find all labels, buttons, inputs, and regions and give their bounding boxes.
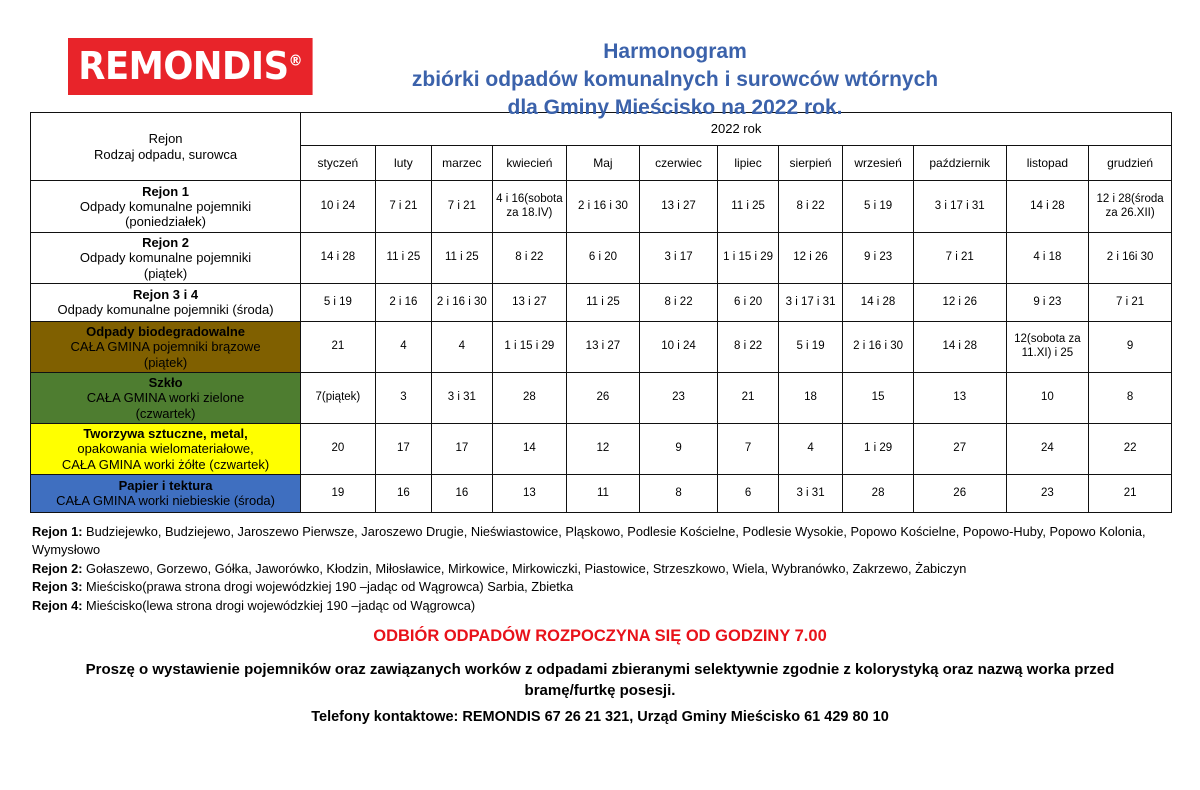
month-header-pazdziernik: październik [913, 146, 1006, 181]
cell-value: 23 [639, 372, 718, 423]
cell-value: 13 [492, 474, 567, 512]
month-header-lipiec: lipiec [718, 146, 778, 181]
cell-value: 12 [567, 423, 640, 474]
cell-value: 8 [639, 474, 718, 512]
cell-value: 13 i 27 [492, 283, 567, 321]
region-descriptions [0, 513, 1200, 615]
cell-value: 12 i 26 [913, 283, 1006, 321]
cell-value: 22 [1089, 423, 1172, 474]
cell-value: 19 [301, 474, 376, 512]
month-header-luty: luty [375, 146, 431, 181]
row-label-odpady-biodegradowalne [31, 321, 301, 372]
cell-value: 1 i 15 i 29 [718, 233, 778, 284]
cell-value: 4 [432, 321, 492, 372]
cell-value: 9 i 23 [843, 233, 914, 284]
row-label-rejon-1 [31, 181, 301, 233]
cell-value: 11 i 25 [375, 233, 431, 284]
row-label-line-3: (czwartek) [135, 405, 196, 421]
row-label-line-2: CAŁA GMINA worki zielone [86, 390, 245, 406]
cell-value: 8 i 22 [778, 181, 843, 233]
cell-value: 17 [432, 423, 492, 474]
region-line-1 [32, 523, 1174, 560]
cell-value: 10 i 24 [301, 181, 376, 233]
row-label-line-2: Odpady komunalne pojemniki [79, 198, 252, 214]
cell-value: 14 i 28 [1006, 181, 1089, 233]
page-footer [0, 615, 1200, 725]
cell-value: 14 i 28 [913, 321, 1006, 372]
cell-value: 8 i 22 [492, 233, 567, 284]
cell-value: 5 i 19 [301, 283, 376, 321]
logo-text: REMONDIS [78, 44, 289, 88]
cell-value: 3 [375, 372, 431, 423]
cell-value: 2 i 16 i 30 [432, 283, 492, 321]
region-text-1: Budziejewko, Budziejewo, Jaroszewo Pierwsze, Jaroszewo Drugie, Nieświastowice, Pląskowo, Podlesie Kościelne, Podlesie Wysokie, Popowo Kościelne, Popowo-Huby, Popowo Kolonia, Wymysłowo [32, 523, 1146, 558]
row-label-line-1: Rejon 3 i 4 [133, 287, 199, 303]
row-label-line-3: CAŁA GMINA worki żółte (czwartek) [61, 456, 270, 472]
cell-value: 13 i 27 [639, 181, 718, 233]
cell-value: 9 [639, 423, 718, 474]
cell-value: 11 i 25 [432, 233, 492, 284]
region-text-2: Gołaszewo, Gorzewo, Gółka, Jaworówko, Kłodzin, Miłosławice, Mirkowice, Mirkowiczki, Piastowice, Strzeszkowo, Wiela, Wybranówko, Zakrzewo, Żabiczyn [82, 560, 967, 576]
table-corner-header [31, 113, 301, 181]
cell-value: 16 [432, 474, 492, 512]
table-row [31, 321, 1172, 372]
cell-value: 2 i 16i 30 [1089, 233, 1172, 284]
row-label-line-1: Rejon 1 [142, 183, 190, 199]
cell-value: 4 i 16(sobota za 18.IV) [492, 181, 567, 233]
cell-value: 23 [1006, 474, 1089, 512]
row-label-line-2: Odpady komunalne pojemniki [79, 250, 252, 266]
cell-value: 21 [1089, 474, 1172, 512]
schedule-table-container [0, 112, 1200, 513]
cell-value: 12 i 26 [778, 233, 843, 284]
cell-value: 12 i 28(środa za 26.XII) [1089, 181, 1172, 233]
cell-value: 4 i 18 [1006, 233, 1089, 284]
cell-value: 4 [375, 321, 431, 372]
cell-value: 16 [375, 474, 431, 512]
cell-value: 7(piątek) [301, 372, 376, 423]
cell-value: 17 [375, 423, 431, 474]
row-label-line-3: (poniedziałek) [125, 214, 207, 230]
region-text-4: Mieścisko(lewa strona drogi wojewódzkiej 190 –jadąc od Wągrowca) [82, 597, 476, 613]
cell-value: 20 [301, 423, 376, 474]
table-row [31, 181, 1172, 233]
cell-value: 3 i 31 [432, 372, 492, 423]
page-title [330, 38, 1200, 122]
region-name-4: Rejon 4: [32, 597, 83, 613]
cell-value: 5 i 19 [778, 321, 843, 372]
title-line-1: Harmonogram [603, 40, 747, 63]
cell-value: 14 i 28 [301, 233, 376, 284]
row-label-line-1: Odpady biodegradowalne [86, 323, 245, 339]
page-header [0, 0, 1200, 119]
cell-value: 10 i 24 [639, 321, 718, 372]
region-name-1: Rejon 1: [32, 523, 83, 539]
row-label-line-1: Rejon 2 [142, 235, 190, 250]
row-label-line-1: Szkło [148, 374, 183, 390]
corner-header-line-1: Rejon [148, 131, 183, 147]
cell-value: 6 i 20 [718, 283, 778, 321]
pickup-time-notice: ODBIÓR ODPADÓW ROZPOCZYNA SIĘ OD GODZINY 7.00 [373, 627, 827, 646]
row-label-line-1: Papier i tektura [118, 478, 213, 494]
cell-value: 8 [1089, 372, 1172, 423]
cell-value: 11 i 25 [718, 181, 778, 233]
row-label-line-2: CAŁA GMINA worki niebieskie (środa) [56, 493, 275, 509]
row-label-line-3: (piątek) [143, 265, 188, 281]
cell-value: 11 i 25 [567, 283, 640, 321]
table-row [31, 372, 1172, 423]
cell-value: 8 i 22 [718, 321, 778, 372]
region-text-3: Mieścisko(prawa strona drogi wojewódzkiej 190 –jadąc od Wągrowca) Sarbia, Zbietka [82, 579, 574, 595]
month-header-kwiecien: kwiecień [492, 146, 567, 181]
row-label-papier-i-tektura [31, 474, 301, 512]
cell-value: 10 [1006, 372, 1089, 423]
cell-value: 6 i 20 [567, 233, 640, 284]
cell-value: 4 [778, 423, 843, 474]
cell-value: 2 i 16 i 30 [567, 181, 640, 233]
cell-value: 2 i 16 [375, 283, 431, 321]
cell-value: 7 i 21 [375, 181, 431, 233]
month-header-sierpien: sierpień [778, 146, 843, 181]
cell-value: 9 [1089, 321, 1172, 372]
cell-value: 13 [913, 372, 1006, 423]
cell-value: 28 [492, 372, 567, 423]
cell-value: 6 [718, 474, 778, 512]
cell-value: 18 [778, 372, 843, 423]
cell-value: 27 [913, 423, 1006, 474]
cell-value: 5 i 19 [843, 181, 914, 233]
title-line-3: dla Gminy Mieścisko na 2022 rok. [507, 95, 843, 119]
row-label-tworzywa-sztuczne [31, 423, 301, 474]
cell-value: 28 [843, 474, 914, 512]
month-header-styczen: styczeń [301, 146, 376, 181]
cell-value: 21 [301, 321, 376, 372]
month-header-czerwiec: czerwiec [639, 146, 718, 181]
cell-value: 24 [1006, 423, 1089, 474]
row-label-line-2: Odpady komunalne pojemniki (środa) [57, 302, 274, 318]
cell-value: 11 [567, 474, 640, 512]
row-label-line-2: opakowania wielomateriałowe, [77, 441, 254, 457]
cell-value: 3 i 17 [639, 233, 718, 284]
table-row [31, 283, 1172, 321]
cell-value: 8 i 22 [639, 283, 718, 321]
region-name-3: Rejon 3: [32, 579, 83, 595]
month-header-maj: Maj [567, 146, 640, 181]
cell-value: 7 i 21 [1089, 283, 1172, 321]
cell-value: 7 i 21 [913, 233, 1006, 284]
month-header-wrzesien: wrzesień [843, 146, 914, 181]
cell-value: 3 i 31 [778, 474, 843, 512]
cell-value: 1 i 29 [843, 423, 914, 474]
cell-value: 13 i 27 [567, 321, 640, 372]
cell-value: 21 [718, 372, 778, 423]
month-header-listopad: listopad [1006, 146, 1089, 181]
region-name-2: Rejon 2: [32, 560, 83, 576]
remondis-logo [68, 38, 312, 95]
cell-value: 2 i 16 i 30 [843, 321, 914, 372]
year-header: 2022 rok [301, 113, 1172, 146]
cell-value: 14 [492, 423, 567, 474]
logo-container [0, 38, 330, 95]
row-label-rejon-2 [31, 233, 301, 284]
cell-value: 12(sobota za 11.XI) i 25 [1006, 321, 1089, 372]
contact-phones: Telefony kontaktowe: REMONDIS 67 26 21 321, Urząd Gminy Mieścisko 61 429 80 10 [311, 709, 889, 726]
row-label-rejon-3-4 [31, 283, 301, 321]
region-line-4 [32, 597, 1174, 615]
cell-value: 7 i 21 [432, 181, 492, 233]
cell-value: 26 [567, 372, 640, 423]
region-line-2 [32, 560, 1174, 578]
month-header-grudzien: grudzień [1089, 146, 1172, 181]
cell-value: 26 [913, 474, 1006, 512]
table-row [31, 233, 1172, 284]
corner-header-line-2: Rodzaj odpadu, surowca [94, 146, 238, 162]
row-label-szklo [31, 372, 301, 423]
instructions-notice: Proszę o wystawienie pojemników oraz zawiązanych worków z odpadami zbieranymi selektywnie zgodnie z kolorystyką oraz nazwą worka przed bramę/furtkę posesji. [85, 661, 1115, 700]
row-label-line-3: (piątek) [143, 354, 188, 370]
region-line-3 [32, 578, 1174, 596]
cell-value: 15 [843, 372, 914, 423]
table-row [31, 423, 1172, 474]
registered-trademark-icon: ® [288, 51, 303, 70]
row-label-line-1: Tworzywa sztuczne, metal, [83, 425, 248, 441]
table-row [31, 474, 1172, 512]
cell-value: 9 i 23 [1006, 283, 1089, 321]
cell-value: 3 i 17 i 31 [778, 283, 843, 321]
title-line-2: zbiórki odpadów komunalnych i surowców wtórnych [411, 67, 939, 91]
cell-value: 7 [718, 423, 778, 474]
month-header-marzec: marzec [432, 146, 492, 181]
row-label-line-2: CAŁA GMINA pojemniki brązowe [70, 339, 261, 355]
cell-value: 1 i 15 i 29 [492, 321, 567, 372]
schedule-table [30, 112, 1172, 513]
cell-value: 3 i 17 i 31 [913, 181, 1006, 233]
cell-value: 14 i 28 [843, 283, 914, 321]
